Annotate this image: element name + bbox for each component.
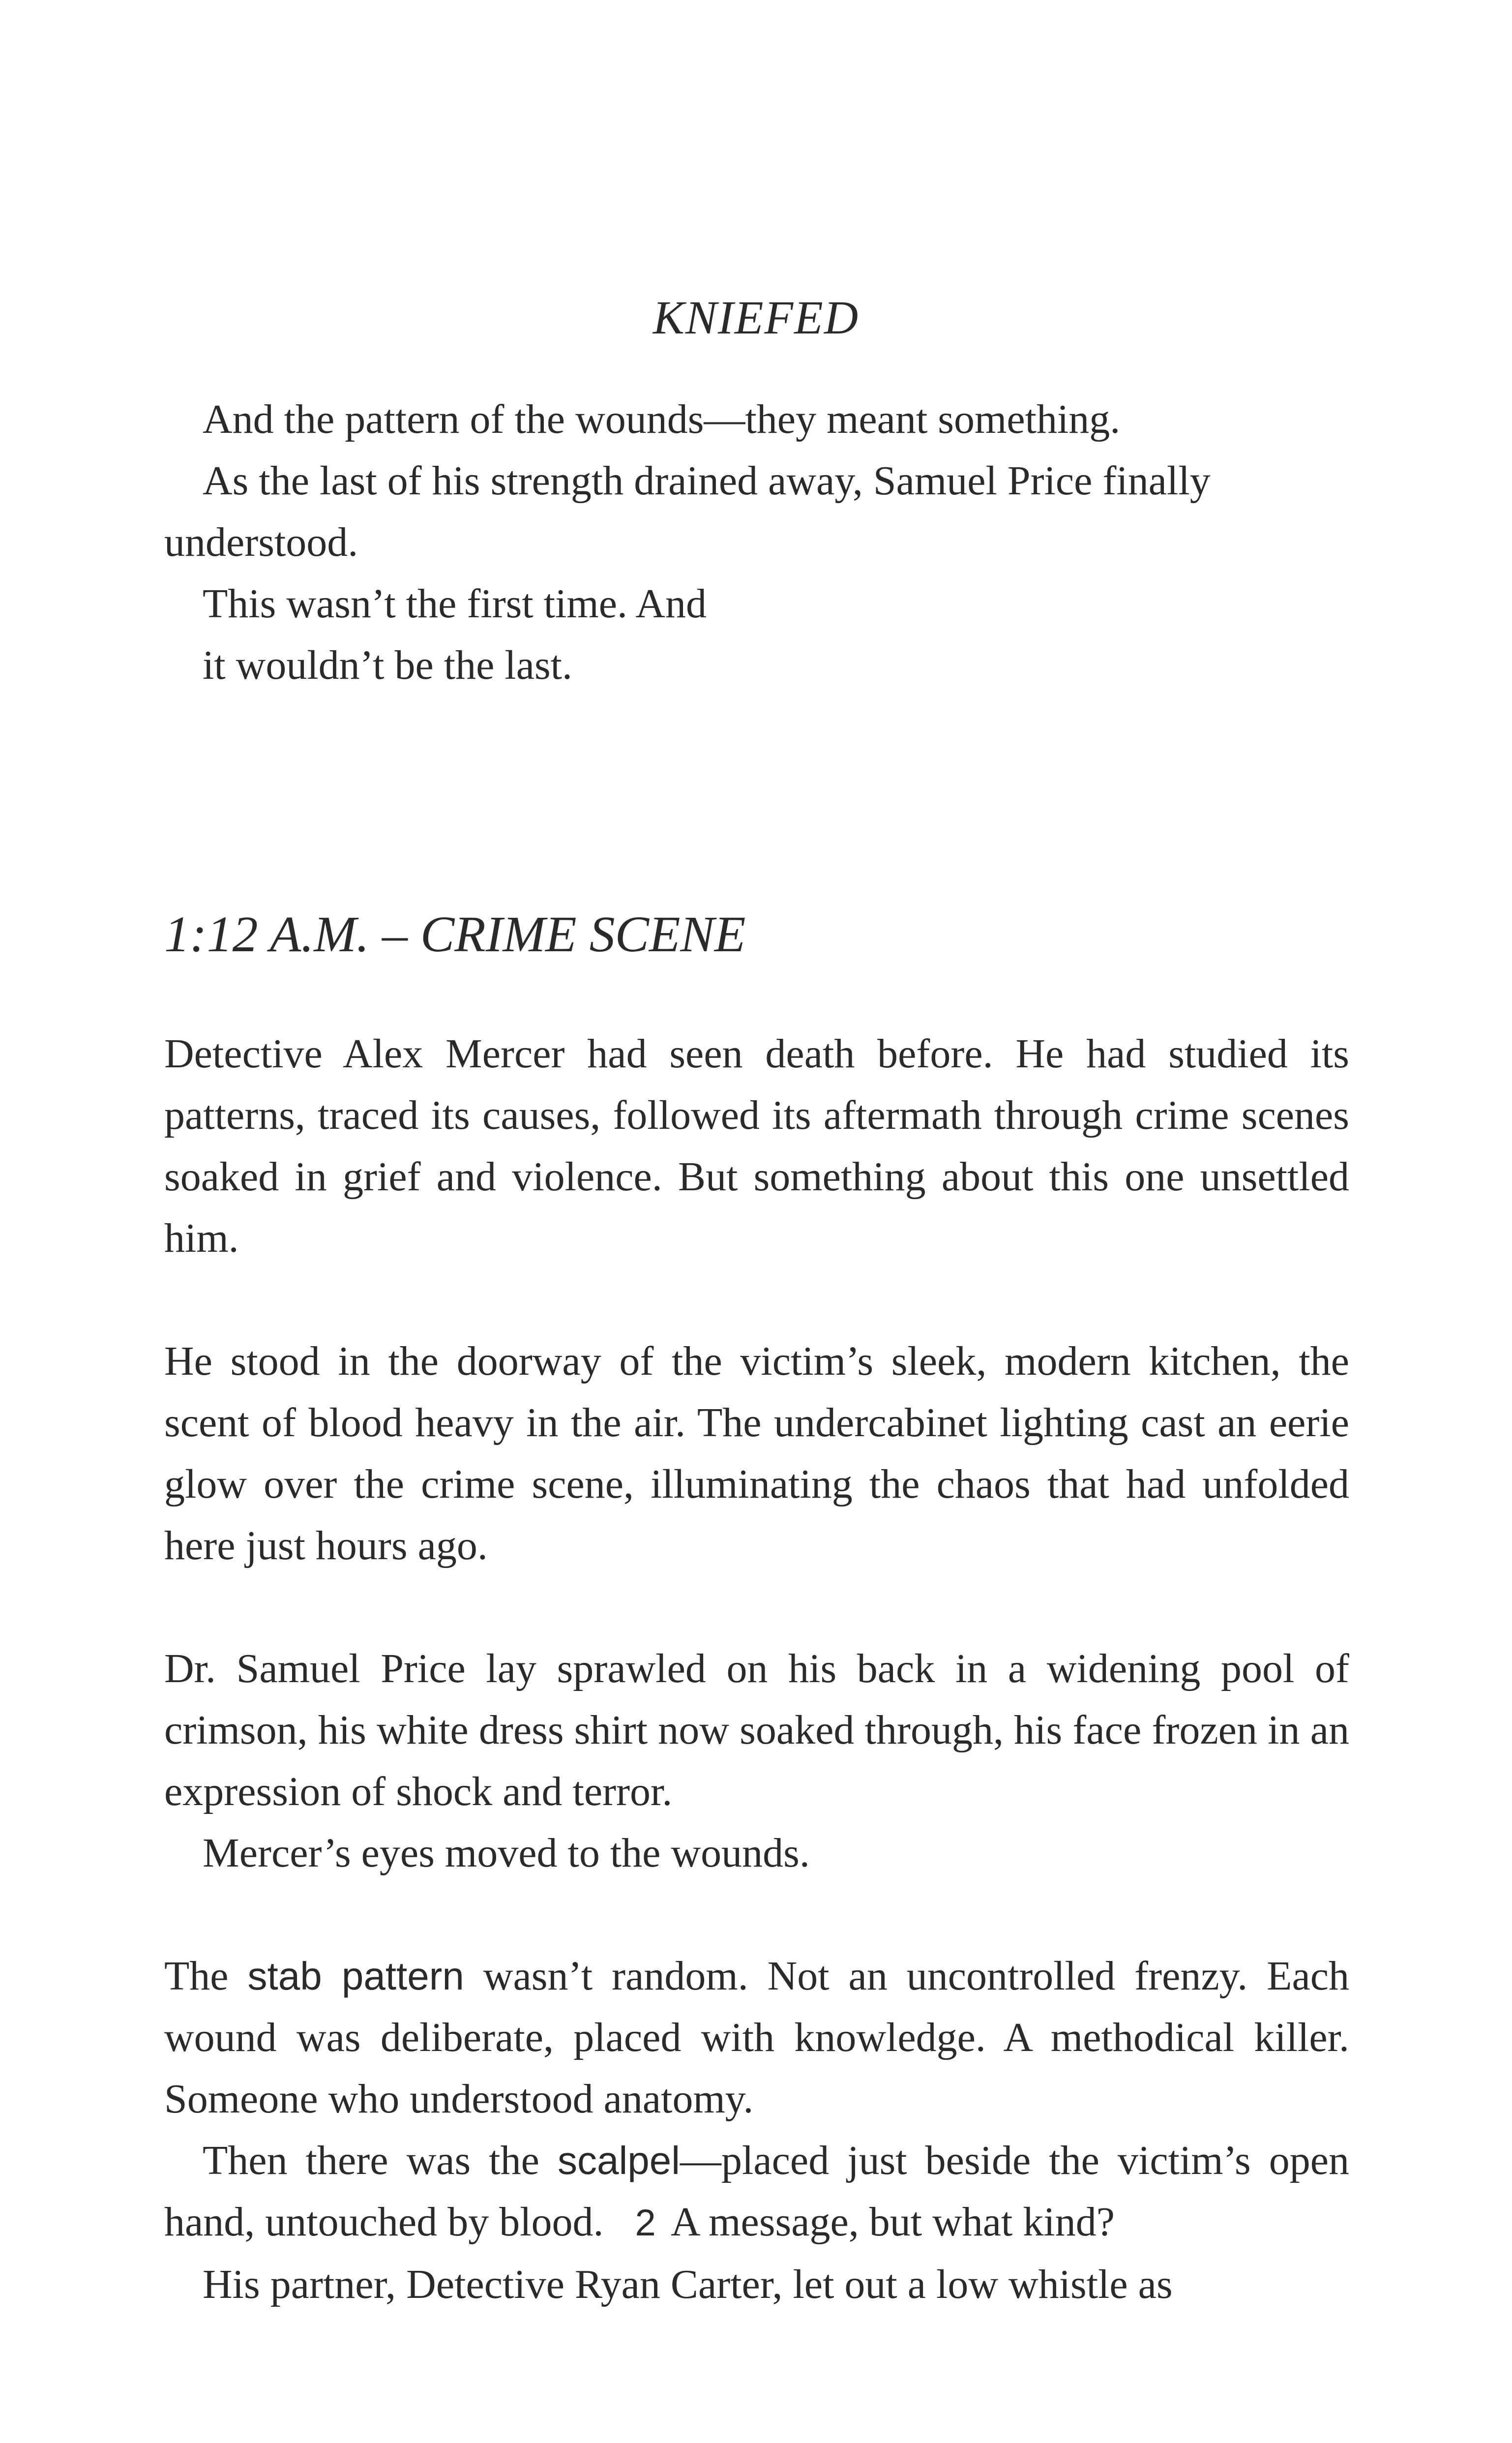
intro-paragraph <box>164 573 1349 634</box>
intro-paragraph: And the pattern of the wounds—they meant something. <box>203 396 1121 442</box>
body-paragraph: Detective Alex Mercer had seen death before. He had studied its patterns, traced its causes, followed its aftermath through crime scenes soaked in grief and violence. But something about this one unsettled him. <box>164 1031 1349 1261</box>
highlighted-term: stab pattern <box>247 1954 464 1998</box>
page-number: 2 <box>635 2202 656 2244</box>
intro-text <box>164 389 1349 696</box>
highlighted-term: scalpel <box>557 2139 680 2182</box>
body-paragraph: Dr. Samuel Price lay sprawled on his back in a widening pool of crimson, his white dress shirt now soaked through, his face frozen in an expression of shock and terror. <box>164 1646 1349 1814</box>
intro-line: it wouldn’t be the last. <box>203 642 573 688</box>
body-paragraph: His partner, Detective Ryan Carter, let out a low whistle as <box>203 2262 1173 2307</box>
running-head: KNIEFED <box>652 291 860 344</box>
text-run: wasn’t random. Not an uncontrolled frenzy. Each wound was deliberate, placed with knowledge. A methodical killer. Someone who understood anatomy. <box>164 1953 1350 2122</box>
text-run: The <box>164 1953 248 1999</box>
paragraph-gap <box>164 1269 1349 1330</box>
section-body <box>164 1023 1349 2315</box>
body-paragraph <box>164 1945 1349 2130</box>
text-run: Then there was the <box>203 2138 558 2183</box>
body-paragraph <box>164 2130 1349 2254</box>
paragraph-gap <box>164 1576 1349 1638</box>
body-paragraph: Mercer’s eyes moved to the wounds. <box>203 1830 810 1876</box>
text-run: A message, but what kind? <box>662 2199 1115 2245</box>
paragraph-gap <box>164 1884 1349 1945</box>
text-run: —placed just beside the victim’s open hand, untouched by blood. <box>164 2138 1349 2245</box>
body-paragraph: He stood in the doorway of the victim’s sleek, modern kitchen, the scent of blood heavy in the air. The undercabinet lighting cast an eerie glow over the crime scene, illuminating the chaos that had unfolded here just hours ago. <box>164 1338 1349 1568</box>
intro-paragraph: As the last of his strength drained away, Samuel Price finally understood. <box>164 458 1211 565</box>
intro-line: This wasn’t the first time. And <box>203 581 707 627</box>
section-heading: 1:12 A.M. – CRIME SCENE <box>164 906 746 963</box>
intro-paragraph <box>164 634 1349 696</box>
